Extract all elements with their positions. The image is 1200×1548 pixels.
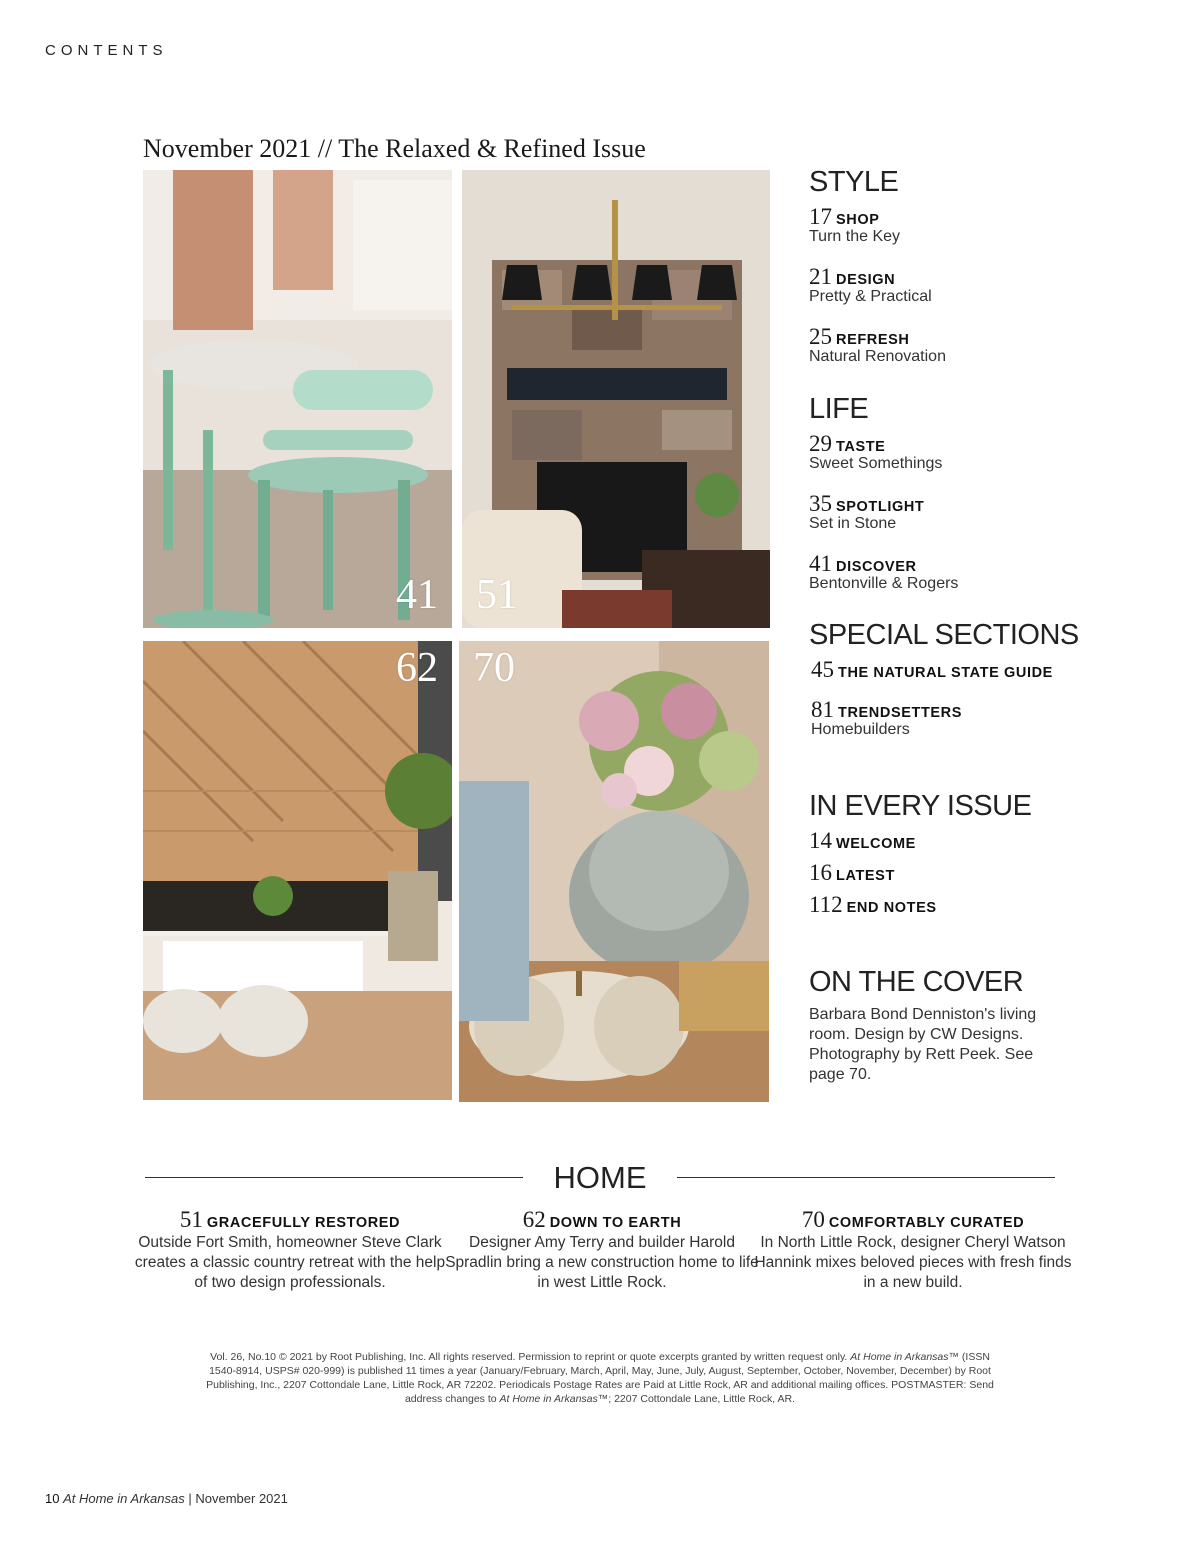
- entry-label: THE NATURAL STATE GUIDE: [838, 665, 1053, 681]
- cover-description: Barbara Bond Denniston's living room. Design by CW Designs. Photography by Rett Peek. See page 70.: [809, 1006, 1037, 1083]
- toc-entry[interactable]: [809, 892, 937, 918]
- photo-fireplace[interactable]: [462, 170, 770, 628]
- folio-date: November 2021: [195, 1491, 288, 1506]
- folio-separator: |: [188, 1491, 192, 1506]
- section-heading-home: HOME: [553, 1160, 647, 1195]
- photo-banquette[interactable]: [143, 641, 452, 1100]
- page-number: 62: [522, 1207, 546, 1232]
- entry-label: REFRESH: [836, 332, 910, 348]
- section-runner: CONTENTS: [45, 42, 168, 59]
- page-number: 51: [179, 1207, 203, 1232]
- toc-entry[interactable]: [809, 551, 958, 593]
- toc-entry[interactable]: [809, 860, 895, 886]
- section-heading-special: SPECIAL SECTIONS: [809, 619, 1079, 651]
- entry-label: END NOTES: [846, 900, 937, 916]
- entry-subtitle: Homebuilders: [811, 721, 910, 738]
- folio-magazine: At Home in Arkansas: [63, 1491, 185, 1506]
- page-number: 112: [809, 892, 843, 917]
- home-feature[interactable]: [753, 1207, 1073, 1293]
- home-feature[interactable]: [130, 1207, 450, 1293]
- photo-page-number: 41: [396, 572, 438, 618]
- entry-subtitle: Natural Renovation: [809, 348, 946, 365]
- toc-entry[interactable]: [809, 491, 924, 533]
- entry-label: WELCOME: [836, 836, 916, 852]
- feature-label: COMFORTABLY CURATED: [828, 1215, 1025, 1231]
- page-number: 81: [811, 697, 834, 722]
- entry-label: TASTE: [836, 439, 886, 455]
- feature-description: In North Little Rock, designer Cheryl Watson Hannink mixes beloved pieces with fresh finds in a new build.: [754, 1234, 1072, 1291]
- entry-subtitle: Turn the Key: [809, 228, 901, 245]
- page-number: 14: [809, 828, 832, 853]
- toc-entry[interactable]: [809, 264, 932, 306]
- legal-text: Vol. 26, No.10 © 2021 by Root Publishing, Inc. All rights reserved. Permission to reprint or quote excerpts granted by written request only.: [210, 1351, 851, 1363]
- toc-entry[interactable]: [809, 204, 900, 246]
- section-heading-every-issue: IN EVERY ISSUE: [809, 790, 1032, 822]
- section-heading-life: LIFE: [809, 393, 869, 425]
- photo-page-number: 62: [396, 645, 438, 691]
- toc-entry[interactable]: [809, 324, 946, 366]
- legal-text: (ISSN 1540-8914, USPS# 020-999) is published 11 times a year (January/February, March, April, May, June, July, August, September, October, November, December) by Root Publishing, Inc., 2207 Cottondale Lane, Little Rock, AR 72202. Periodicals Postage Rates are Paid at Little Rock, AR and additional mailing offices. POSTMASTER: Send address changes to: [206, 1351, 994, 1405]
- photo-page-number: 51: [476, 572, 518, 618]
- toc-entry[interactable]: [811, 657, 1053, 683]
- entry-label: LATEST: [836, 868, 895, 884]
- entry-subtitle: Sweet Somethings: [809, 455, 943, 472]
- photo-page-number: 70: [473, 645, 515, 691]
- feature-description: Designer Amy Terry and builder Harold Spradlin bring a new construction home to life in west Little Rock.: [445, 1234, 759, 1291]
- home-feature[interactable]: [442, 1207, 762, 1293]
- folio-page-number: 10: [45, 1491, 60, 1506]
- entry-subtitle: Bentonville & Rogers: [809, 575, 959, 592]
- feature-label: DOWN TO EARTH: [549, 1215, 682, 1231]
- page-number: 70: [801, 1207, 825, 1232]
- page-number: 16: [809, 860, 832, 885]
- feature-label: GRACEFULLY RESTORED: [206, 1215, 401, 1231]
- section-heading-style: STYLE: [809, 166, 899, 198]
- page-number: 17: [809, 204, 832, 229]
- entry-label: DESIGN: [836, 272, 896, 288]
- toc-entry[interactable]: [811, 697, 962, 739]
- entry-label: TRENDSETTERS: [838, 705, 963, 721]
- magazine-name: At Home in Arkansas™: [499, 1393, 609, 1405]
- page-number: 21: [809, 264, 832, 289]
- entry-label: SHOP: [836, 212, 880, 228]
- entry-subtitle: Set in Stone: [809, 515, 897, 532]
- magazine-name: At Home in Arkansas™: [850, 1351, 960, 1363]
- entry-subtitle: Pretty & Practical: [809, 288, 932, 305]
- page-number: 35: [809, 491, 832, 516]
- entry-label: DISCOVER: [836, 559, 917, 575]
- page-number: 25: [809, 324, 832, 349]
- page-number: 41: [809, 551, 832, 576]
- legal-notice: [205, 1350, 995, 1406]
- photo-cafe-chairs[interactable]: [143, 170, 452, 628]
- entry-label: SPOTLIGHT: [836, 499, 925, 515]
- toc-entry[interactable]: [809, 828, 916, 854]
- page-number: 29: [809, 431, 832, 456]
- section-heading-cover: ON THE COVER: [809, 966, 1024, 998]
- photo-flowers-pumpkin[interactable]: [459, 641, 769, 1102]
- page-folio: [45, 1491, 288, 1506]
- issue-title: November 2021 // The Relaxed & Refined Issue: [143, 134, 646, 163]
- toc-entry[interactable]: [809, 431, 942, 473]
- feature-description: Outside Fort Smith, homeowner Steve Clark creates a classic country retreat with the help of two design professionals.: [134, 1234, 446, 1291]
- legal-text: ; 2207 Cottondale Lane, Little Rock, AR.: [608, 1393, 796, 1405]
- page-number: 45: [811, 657, 834, 682]
